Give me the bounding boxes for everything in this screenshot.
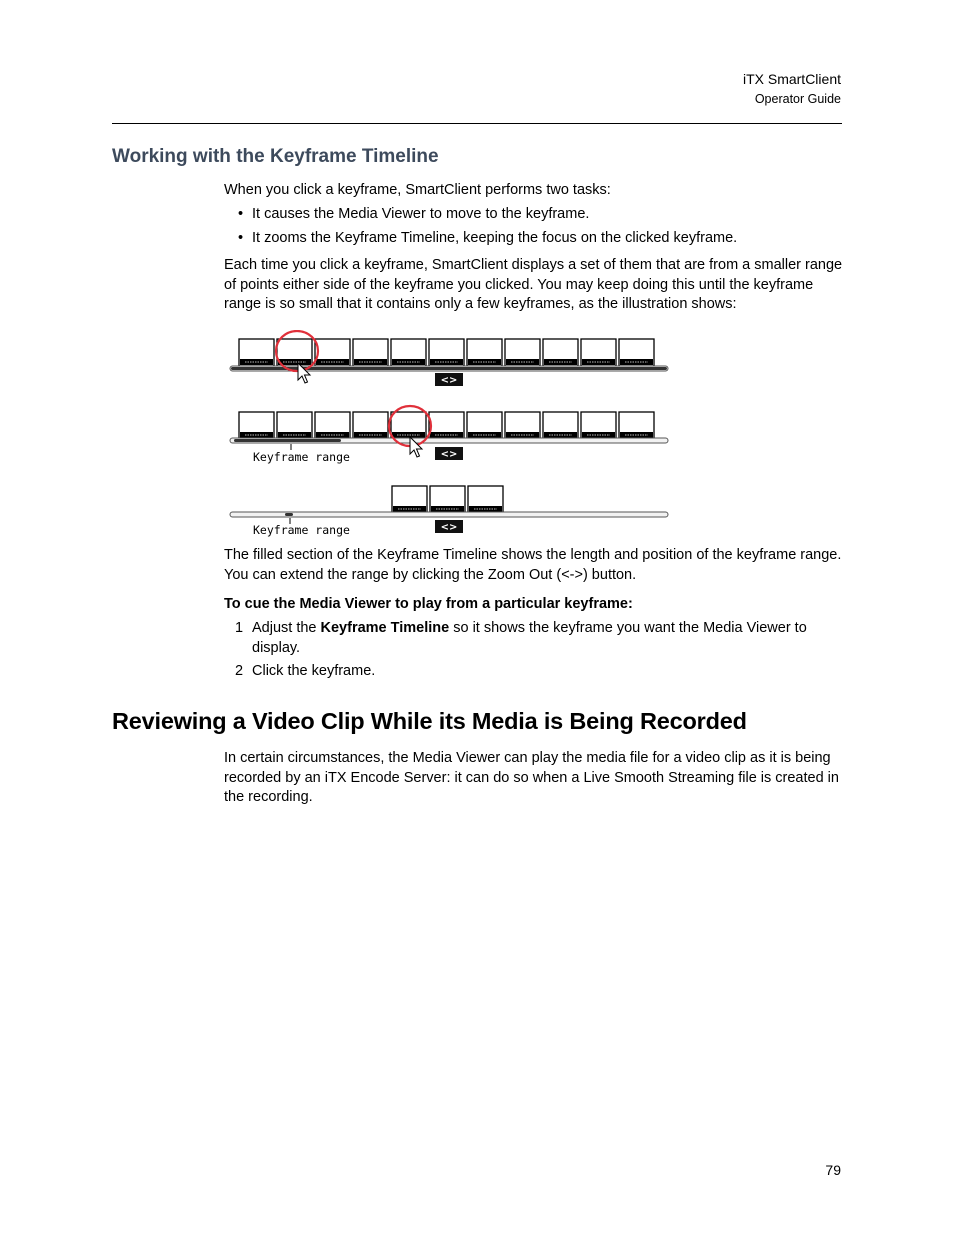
timeline-row-zoomed (230, 406, 668, 464)
explanation-paragraph: Each time you click a keyframe, SmartClient displays a set of them that are from a smaller range of points either side of the keyframe you clicked. You may keep doing this until the keyframe range is so small that it contains only a few keyframes, as the illustration shows: (224, 257, 843, 312)
keyframe-thumbnail (619, 339, 654, 366)
step-text-bold: Keyframe Timeline (320, 620, 450, 636)
header-product: iTX SmartClient (742, 71, 841, 87)
zoom-out-button-label: <> (440, 449, 458, 460)
zoom-out-button-label: <> (440, 375, 458, 386)
keyframe-thumbnail (239, 339, 274, 366)
keyframe-thumbnail (430, 486, 465, 513)
timeline-row-full (230, 331, 668, 386)
keyframe-thumbnail (543, 412, 578, 439)
step-text: Click the keyframe. (252, 663, 376, 679)
timeline-range-fill (234, 439, 341, 442)
timeline-range-fill (285, 513, 293, 516)
keyframe-thumbnail (619, 412, 654, 439)
range-paragraph: The filled section of the Keyframe Timeline shows the length and position of the keyframe range. You can extend the range by clicking the Zoom Out (<->) button. (224, 547, 842, 583)
keyframe-thumbnail (505, 339, 540, 366)
section-heading-keyframe-timeline: Working with the Keyframe Timeline (112, 146, 439, 167)
bullet-marker: • (238, 230, 244, 246)
keyframe-timeline-figure (224, 330, 674, 540)
keyframe-thumbnail (505, 412, 540, 439)
keyframe-thumbnail (468, 486, 503, 513)
step-text-post: so it shows the keyframe you want the Media Viewer to display. (252, 620, 807, 656)
keyframe-thumbnail (467, 412, 502, 439)
keyframe-thumbnail (581, 412, 616, 439)
bullet-marker: • (238, 206, 244, 222)
timeline-range-fill (231, 367, 667, 370)
keyframe-thumbnail (353, 412, 388, 439)
recording-paragraph: In certain circumstances, the Media Viewer can play the media file for a video clip as it is being recorded by an iTX Encode Server: it can do so when a Live Smooth Streaming file is created in the recording. (224, 750, 839, 805)
keyframe-thumbnail (581, 339, 616, 366)
keyframe-thumbnail (543, 339, 578, 366)
header-guide: Operator Guide (754, 92, 841, 106)
step-number: 2 (235, 663, 244, 679)
intro-paragraph: When you click a keyframe, SmartClient performs two tasks: (224, 182, 611, 198)
step-text-pre: Adjust the (252, 620, 321, 636)
keyframe-thumbnail (277, 412, 312, 439)
keyframe-thumbnail (391, 339, 426, 366)
timeline-row-few-keyframes (230, 486, 668, 537)
keyframe-thumbnail (467, 339, 502, 366)
keyframe-thumbnail (239, 412, 274, 439)
keyframe-thumbnail (315, 412, 350, 439)
zoom-out-button-label: <> (440, 522, 458, 533)
procedure-heading: To cue the Media Viewer to play from a particular keyframe: (224, 596, 633, 612)
zoom-out-button (435, 447, 463, 460)
step-text (252, 619, 842, 658)
list-item-text: It zooms the Keyframe Timeline, keeping the focus on the clicked keyframe. (252, 230, 738, 246)
keyframe-thumbnail (391, 412, 426, 439)
keyframe-thumbnail (392, 486, 427, 513)
keyframe-thumbnail (315, 339, 350, 366)
keyframe-range-label: Keyframe range (253, 450, 350, 464)
header-divider (112, 123, 842, 124)
step-number: 1 (235, 620, 244, 636)
keyframe-thumbnail (353, 339, 388, 366)
keyframe-range-label: Keyframe range (253, 523, 350, 537)
section-heading-reviewing-video: Reviewing a Video Clip While its Media is Being Recorded (112, 708, 747, 734)
keyframe-thumbnail (429, 412, 464, 439)
list-item-text: It causes the Media Viewer to move to the keyframe. (252, 206, 590, 222)
page-number: 79 (825, 1162, 841, 1178)
timeline-track (230, 512, 668, 517)
keyframe-thumbnail (429, 339, 464, 366)
keyframe-thumbnail (277, 339, 312, 366)
zoom-out-button (435, 373, 463, 386)
zoom-out-button (435, 520, 463, 533)
